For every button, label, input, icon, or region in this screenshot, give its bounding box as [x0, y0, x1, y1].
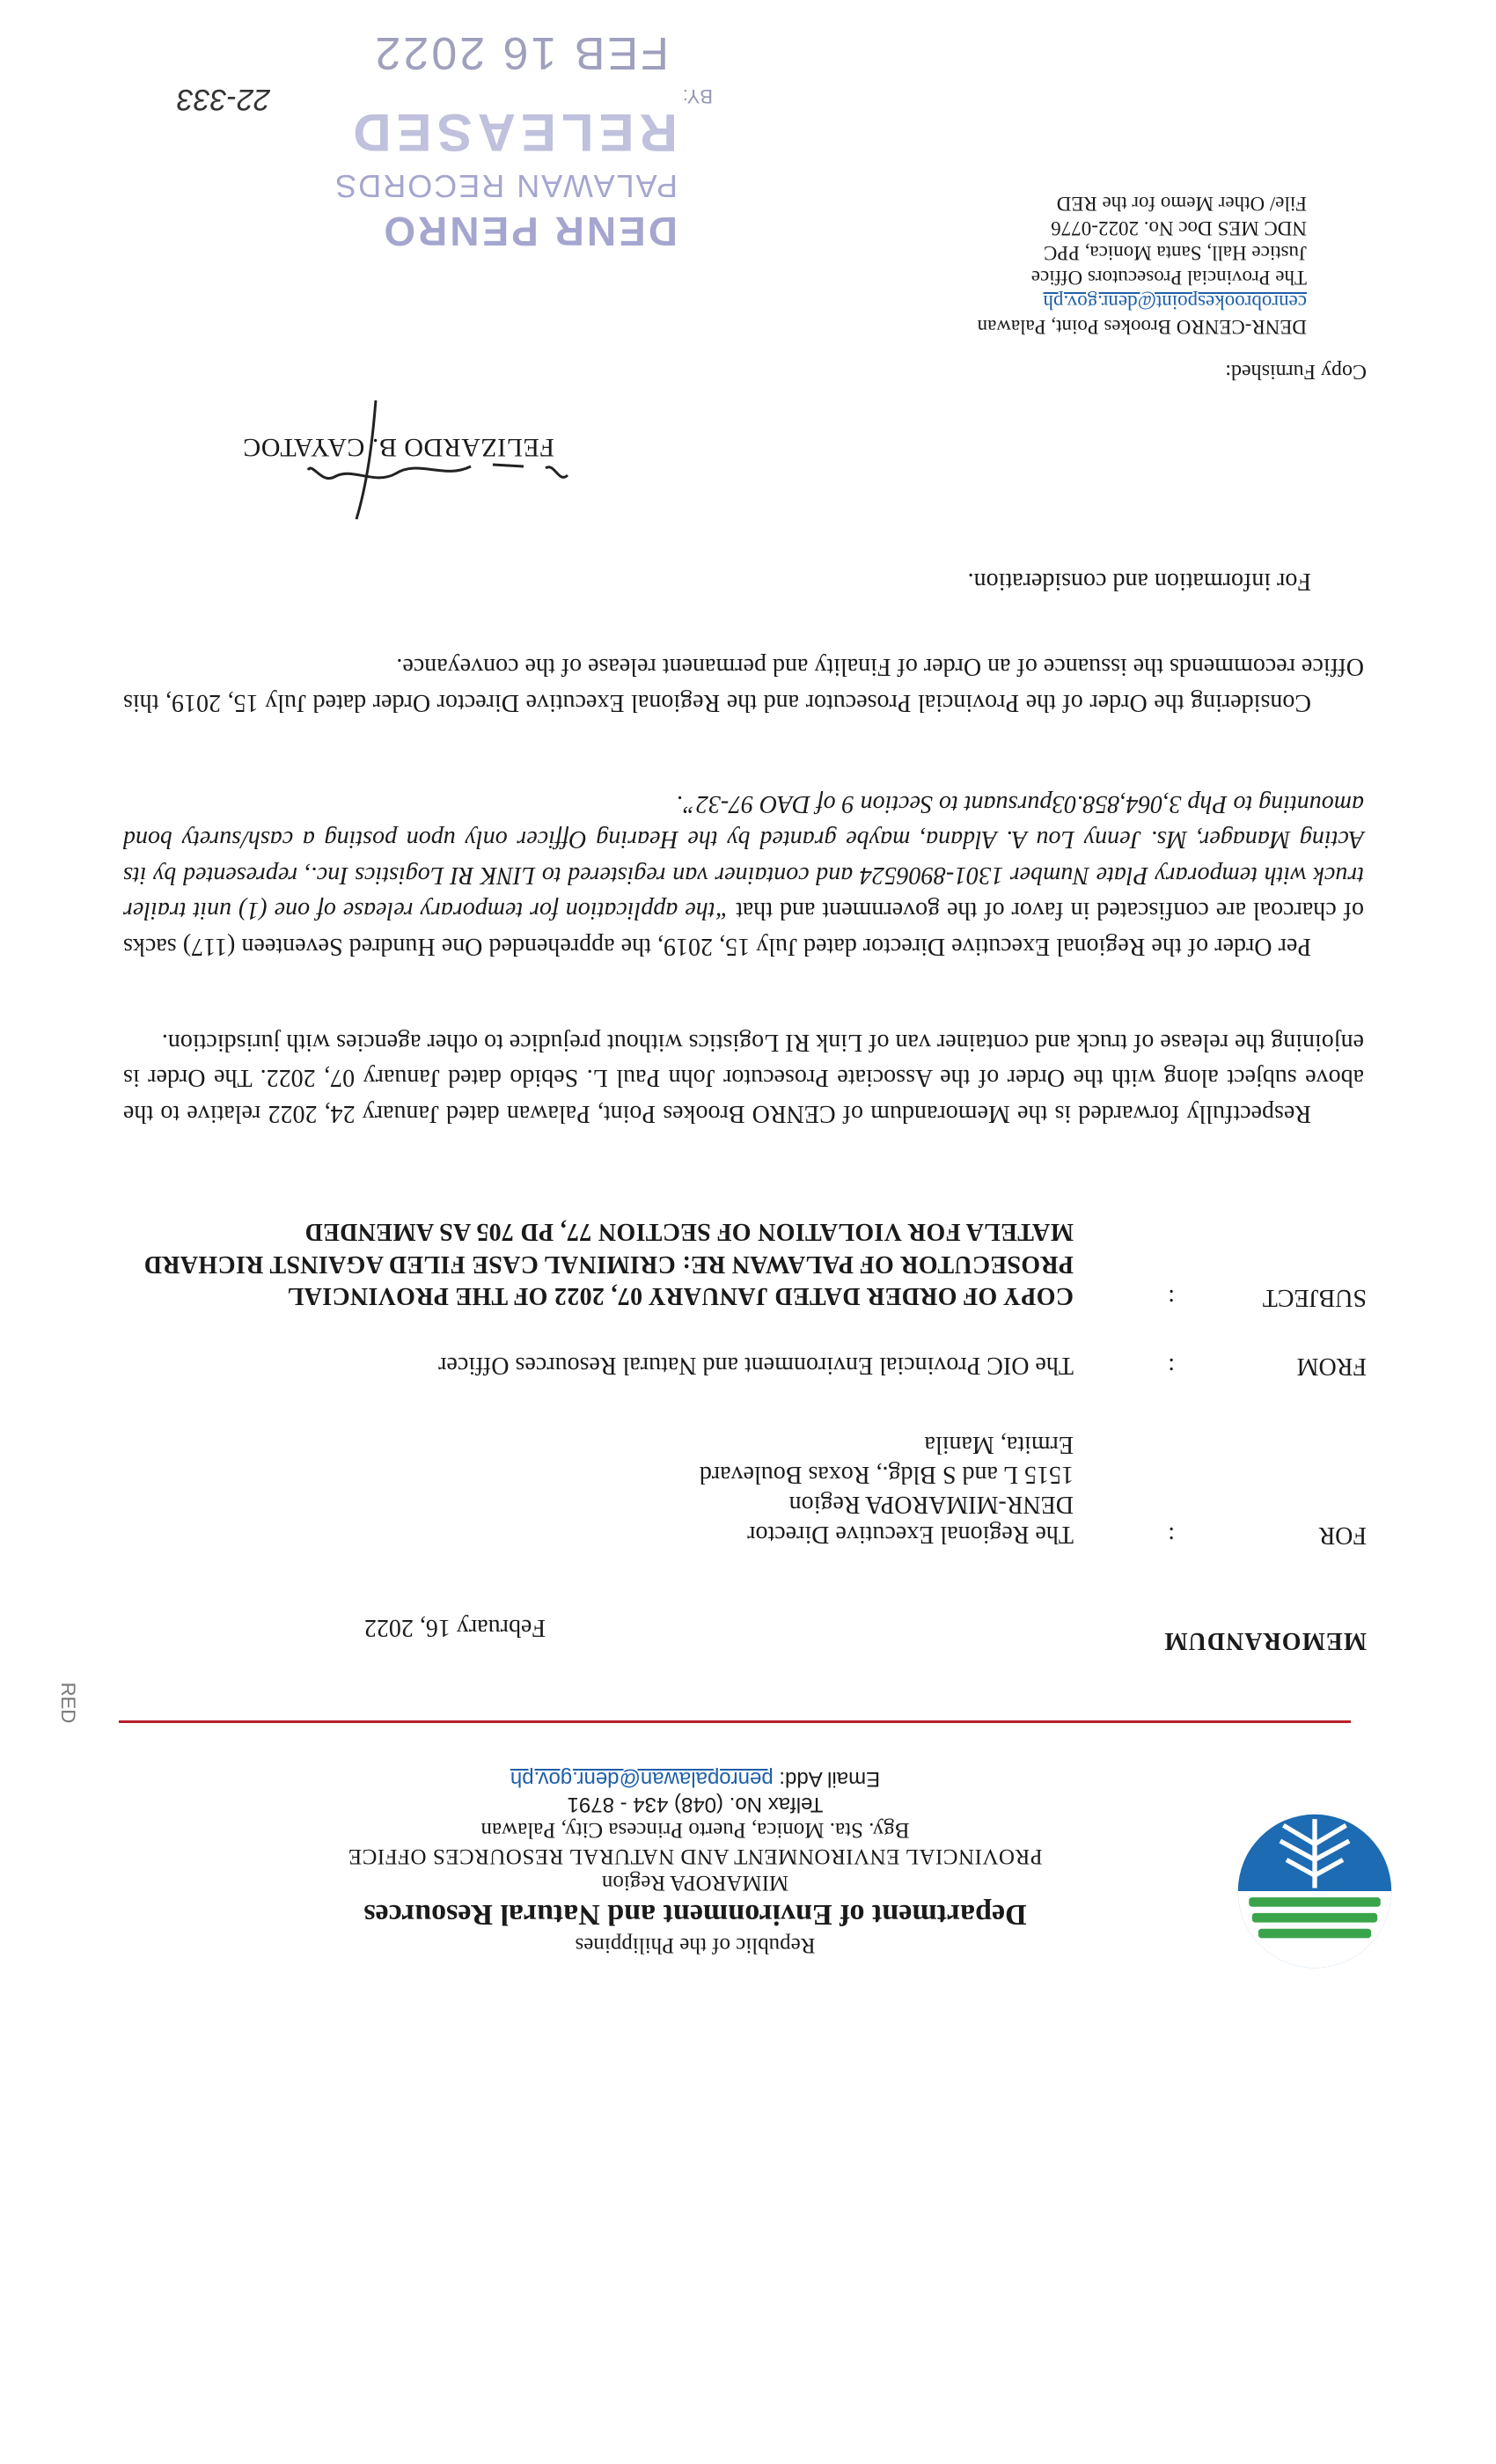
copy-furnished-entry: File/ Other Memo for the RED [1056, 193, 1307, 215]
copy-furnished-entry: DENR-CENRO Brookes Point, Palawan [977, 316, 1307, 338]
email-label: Email Add: [779, 1767, 881, 1792]
office-address: Bgy. Sta. Monica, Puerto Princesa City, Palawan [480, 1818, 910, 1843]
copy-furnished-email-link[interactable]: cenrobrookespoint@denr.gov.ph [1043, 291, 1307, 313]
for-line: The Regional Executive Director [747, 1521, 1074, 1548]
stamp-status: RELEASED [348, 103, 678, 162]
handwritten-side-note: RED [56, 1682, 79, 1724]
body-paragraph-4: For information and consideration. [967, 568, 1311, 595]
stamp-office: DENR PENRO [381, 209, 678, 254]
released-stamp [211, 26, 713, 255]
handwritten-signature [295, 396, 576, 528]
from-label: FROM [1296, 1353, 1367, 1380]
copy-furnished-entry: Justice Hall, Santa Monica, PPC [1044, 242, 1307, 264]
email-line [255, 1766, 1135, 1792]
office-name: PROVINCIAL ENVIRONMENT AND NATURAL RESOURCES OFFICE [348, 1844, 1043, 1869]
for-label: FOR [1318, 1522, 1367, 1549]
handwritten-reference-number: 22-333 [177, 83, 270, 116]
stamp-by-label: BY: [682, 85, 713, 107]
republic-line: Republic of the Philippines [575, 1933, 816, 1957]
memo-title: MEMORANDUM [1163, 1627, 1367, 1654]
copy-furnished-entry: The Provincial Prosecutors Office [1030, 267, 1307, 289]
signatory-name: FELIZARDO B. CAYATOC [242, 433, 554, 462]
for-line: 1515 L and S Bldg., Roxas Boulevard [699, 1460, 1074, 1488]
stamp-records: PALAWAN RECORDS [334, 168, 678, 204]
header-divider [119, 1720, 1351, 1723]
for-line: DENR-MIMAROPA Region [788, 1490, 1074, 1518]
paragraph-2-text: Per Order of the Regional Executive Director dated July 15, 2019, the apprehended One Hundred Seventeen (117) sacks of charcoal are confiscated in favor of the government and that [123, 897, 1364, 960]
subject-label: SUBJECT [1262, 1284, 1367, 1311]
letterhead [255, 1766, 1135, 1958]
telfax-number: Telfax No. (048) 434 - 8791 [567, 1793, 824, 1817]
copy-furnished-entry: NDC MES Doc No. 2022-0776 [1051, 217, 1307, 239]
from-value: The OIC Provincial Environment and Natural Resources Officer [438, 1352, 1074, 1379]
body-paragraph-2 [123, 785, 1364, 964]
body-paragraph-3: Considering the Order of the Provincial Prosecutor and the Regional Executive Director Order dated July 15, 2019, this Office recommends the issuance of an Order of Finality and permanent release of the conveyance. [123, 653, 1364, 716]
from-colon: : [1168, 1353, 1175, 1380]
subject-value: COPY OF ORDER DATED JANUARY 07, 2022 OF THE PROVINCIAL PROSECUTOR OF PALAWAN RE: CRIMINAL CASE FILED AGAINST RICHARD MATELA FOR VIOLATION OF SECTION 77, PD 705 AS AMENDED [143, 1218, 1074, 1309]
region-name: MIMAROPA Region [601, 1871, 789, 1896]
denr-logo-icon [1236, 1813, 1393, 1969]
stamp-date: FEB 16 2022 [372, 27, 669, 78]
for-recipient [700, 1428, 1074, 1549]
department-name: Department of Environment and Natural Resources [363, 1898, 1027, 1931]
for-line: Ermita, Manila [924, 1430, 1074, 1458]
body-paragraph-1: Respectfully forwarded is the Memorandum of CENRO Brookes Point, Palawan dated January 24, 2022 relative to the above subject along with the Order of the Associate Prosecutor John Paul L. Sebido dated January 07, 2022. The Order is enjoining the release of truck and container van of Link RI Logistics without prejudice to other agencies with jurisdiction. [123, 1028, 1364, 1127]
memo-date: February 16, 2022 [363, 1614, 546, 1641]
paragraph-2-quote: “the application for temporary release of one (1) unit trailer truck with temporary Plate Number 1301-8906524 and container van registered to LINK RI Logistics Inc., represented by its Acting Manager, Ms. Jenny Lou A. Aldana, maybe granted by the Hearing Officer only upon posting a cash/surety bond amounting to Php 3,064,858.03pursuant to Section 9 of DAO 97-32”. [122, 789, 1364, 925]
email-link[interactable]: penropalawan@denr.gov.ph [510, 1767, 774, 1792]
subject-colon: : [1168, 1284, 1175, 1311]
copy-furnished-label: Copy Furnished: [1225, 360, 1367, 383]
for-colon: : [1168, 1522, 1175, 1549]
